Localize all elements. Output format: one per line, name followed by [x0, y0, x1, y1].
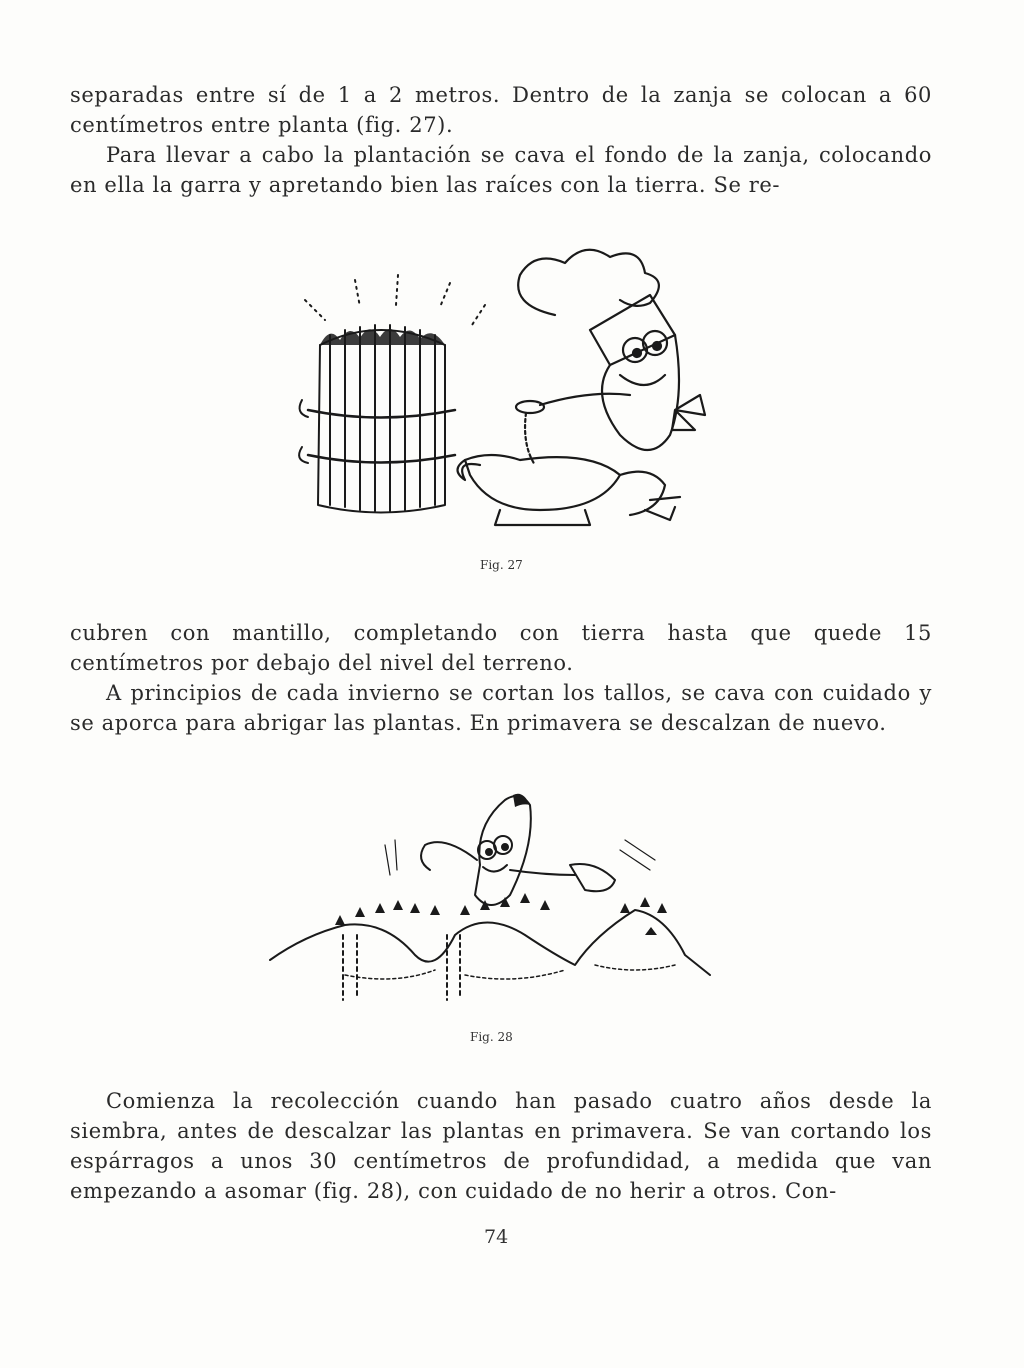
- paragraph-2: Para llevar a cabo la plantación se cava el fondo de la zanja, colocando en ella la garra y apretando bien las raíces con la tierra. Se re-: [70, 143, 932, 197]
- paragraph-4: A principios de cada invierno se cortan los tallos, se cava con cuidado y se aporca para abrigar las plantas. En primavera se descalzan de nuevo.: [70, 681, 932, 735]
- figure-28-caption: Fig. 28: [470, 1030, 513, 1044]
- paragraph-1: separadas entre sí de 1 a 2 metros. Dentro de la zanja se colocan a 60 centímetros entre planta (fig. 27).: [70, 83, 932, 137]
- page-number: 74: [484, 1226, 509, 1248]
- figure-28-illustration: [265, 785, 725, 1015]
- paragraph-5: Comienza la recolección cuando han pasado cuatro años desde la siembra, antes de descalzar las plantas en primavera. Se van cortando los espárragos a unos 30 centímetros de profundidad, a medida que van empezando a asomar (fig. 28), con cuidado de no herir a otros. Con-: [70, 1089, 932, 1203]
- figure-27-illustration: [290, 235, 770, 545]
- paragraph-3: cubren con mantillo, completando con tierra hasta que quede 15 centímetros por debajo del nivel del terreno.: [70, 621, 932, 675]
- figure-27-caption: Fig. 27: [480, 558, 523, 572]
